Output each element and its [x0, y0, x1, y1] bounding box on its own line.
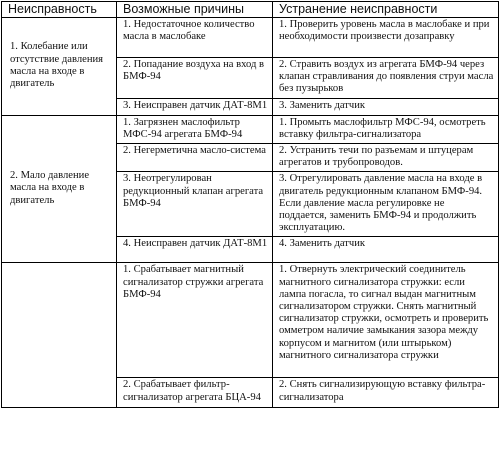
remedy-cell: 2. Стравить воздух из агрегата БМФ-94 через клапан стравливания до появления струи масла без пузырьков	[273, 58, 499, 99]
remedy-cell: 1. Отвернуть электрический соединитель магнитного сигнализатора стружки: если лампа погасла, то сигнал выдан магнитным сигнализатором стружки. Снять магнитный сигнализатор стружки, осмотреть и проверить омметром наличие замыкания зазора между корпусом и магнитом (или штырьком) магнитного сигнализатора стружки	[273, 263, 499, 378]
cause-cell: 1. Недостаточное количество масла в маслобаке	[117, 18, 273, 58]
header-fault: Неисправность	[2, 2, 117, 18]
troubleshooting-table	[1, 1, 499, 408]
cause-cell: 4. Неисправен датчик ДАТ-8М1	[117, 237, 273, 263]
cause-cell: 1. Срабатывает магнитный сигнализатор стружки агрегата БМФ-94	[117, 263, 273, 378]
remedy-cell: 4. Заменить датчик	[273, 237, 499, 263]
table-row	[2, 115, 499, 143]
remedy-cell: 2. Устранить течи по разъемам и штуцерам агрегатов и трубопроводов.	[273, 144, 499, 172]
cause-cell: 3. Неотрегулирован редукционный клапан агрегата БМФ-94	[117, 172, 273, 237]
fault-cell: 1. Колебание или отсутствие давления масла на входе в двигатель	[2, 18, 117, 116]
remedy-cell: 3. Заменить датчик	[273, 98, 499, 115]
header-causes: Возможные причины	[117, 2, 273, 18]
table-row	[2, 18, 499, 58]
header-remedy: Устранение неисправности	[273, 2, 499, 18]
cause-cell: 2. Срабатывает фильтр-сигнализатор агрегата БЦА-94	[117, 378, 273, 408]
header-row	[2, 2, 499, 18]
remedy-cell: 2. Снять сигнализирующую вставку фильтра-сигнализатора	[273, 378, 499, 408]
cause-cell: 1. Загрязнен маслофильтр МФС-94 агрегата БМФ-94	[117, 115, 273, 143]
fault-cell: 2. Мало давление масла на входе в двигатель	[2, 115, 117, 263]
cause-cell: 2. Негерметична масло-система	[117, 144, 273, 172]
remedy-cell: 3. Отрегулировать давление масла на входе в двигатель редукционным клапаном БМФ-94. Если давление масла регулировке не поддается, заменить БМФ-94 и продолжить эксплуатацию.	[273, 172, 499, 237]
remedy-cell: 1. Промыть маслофильтр МФС-94, осмотреть вставку фильтра-сигнализатора	[273, 115, 499, 143]
table-row	[2, 263, 499, 378]
cause-cell: 3. Неисправен датчик ДАТ-8М1	[117, 98, 273, 115]
remedy-cell: 1. Проверить уровень масла в маслобаке и при необходимости произвести дозаправку	[273, 18, 499, 58]
cause-cell: 2. Попадание воздуха на вход в БМФ-94	[117, 58, 273, 99]
fault-cell	[2, 263, 117, 408]
